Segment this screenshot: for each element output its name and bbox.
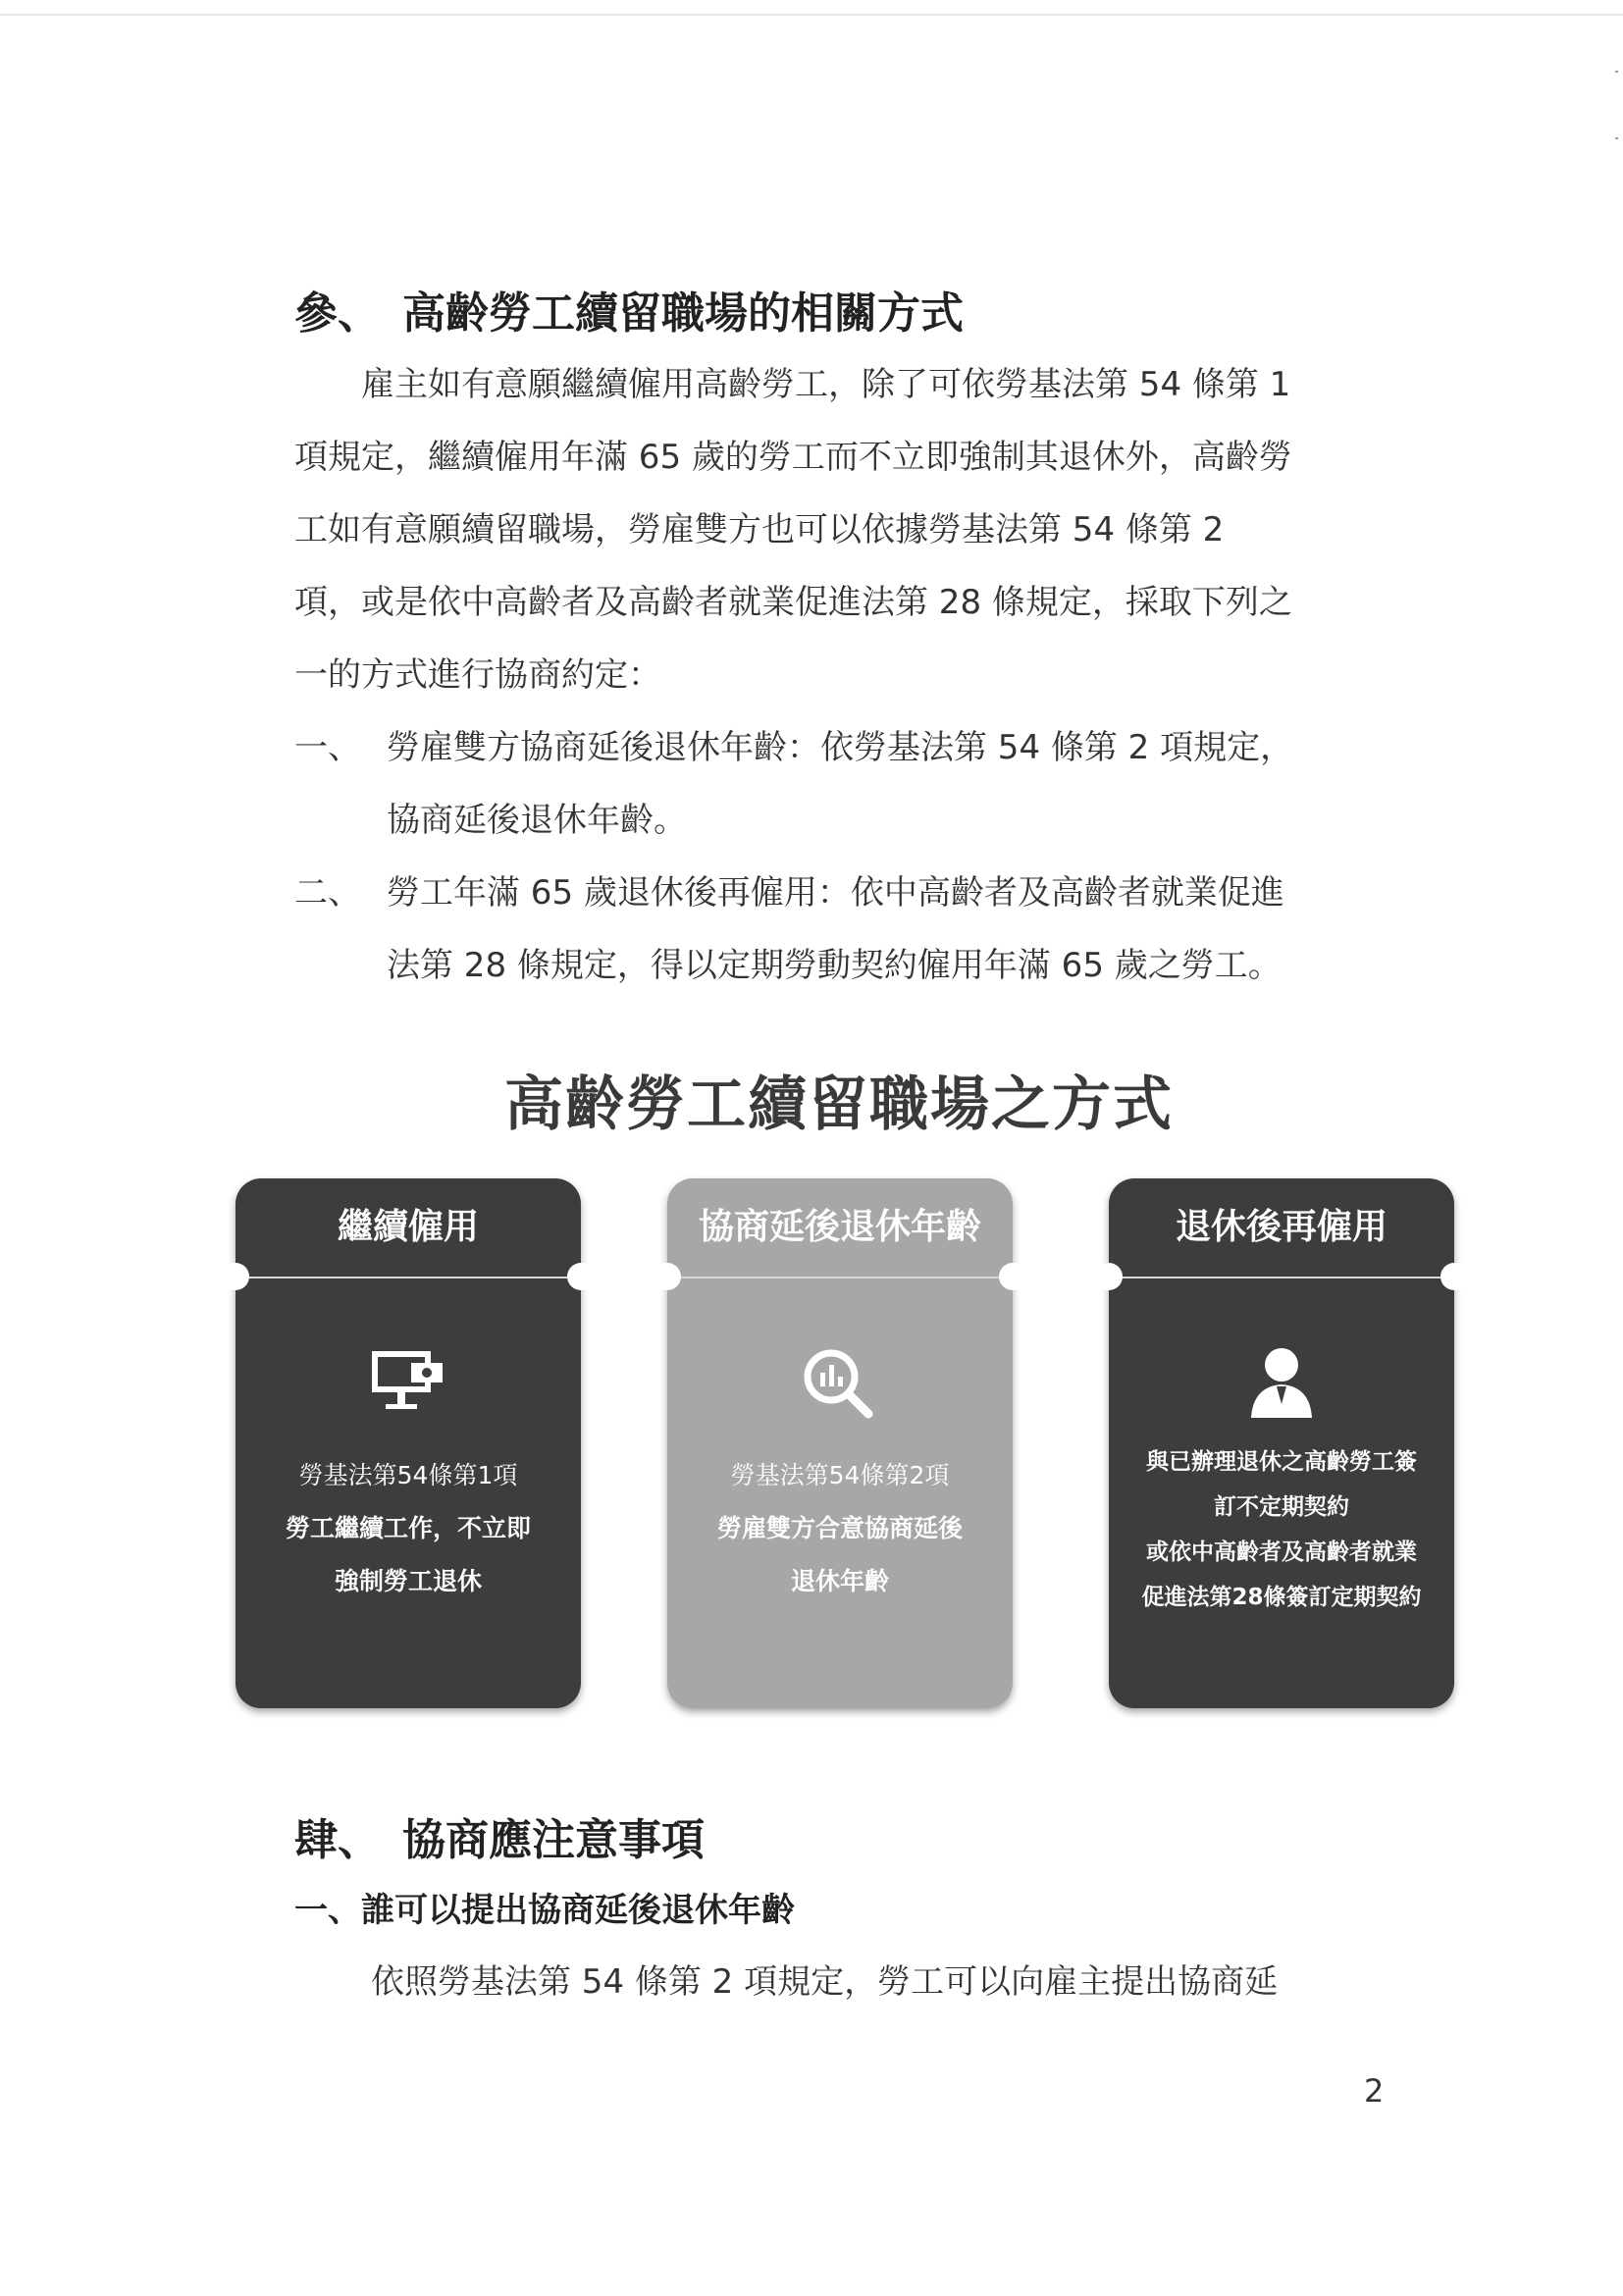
list-line: 法第 28 條規定，得以定期勞動契約僱用年滿 65 歲之勞工。 (387, 946, 1282, 985)
card-line: 與已辦理退休之高齡勞工簽 (1146, 1449, 1417, 1475)
card-title: 繼續僱用 (236, 1178, 581, 1278)
infographic-title: 高齡勞工續留職場之方式 (504, 1070, 1174, 1139)
card-line: 退休年齡 (790, 1567, 889, 1595)
card-line: 勞基法第54條第2項 (730, 1461, 950, 1489)
page-number: 2 (1364, 2072, 1385, 2110)
card-line: 或依中高齡者及高齡者就業 (1146, 1539, 1417, 1565)
card-line: 促進法第28條簽訂定期契約 (1141, 1585, 1422, 1610)
card-re-employment (1109, 1178, 1454, 1708)
infographic-cards (236, 1178, 1452, 1708)
list-text (387, 711, 1384, 857)
section-title: 高齡勞工續留職場的相關方式 (402, 288, 964, 339)
list-item (294, 711, 1384, 857)
section-title: 協商應注意事項 (402, 1815, 705, 1865)
ticket-notch (654, 1263, 681, 1290)
list-item (294, 857, 1384, 1002)
scan-edge-mark (1615, 137, 1618, 139)
list-line: 勞工年滿 65 歲退休後再僱用：依中高齡者及高齡者就業促進 (387, 873, 1284, 913)
card-line: 勞基法第54條第1項 (298, 1461, 518, 1489)
intro-line: 工如有意願續留職場，勞雇雙方也可以依據勞基法第 54 條第 2 (294, 510, 1225, 549)
list-text (387, 857, 1384, 1002)
person-icon (1237, 1343, 1326, 1422)
card-title: 退休後再僱用 (1109, 1178, 1454, 1278)
subsection-heading: 一、誰可以提出協商延後退休年齡 (294, 1891, 795, 1930)
section-3-heading (294, 280, 1384, 348)
card-line: 勞工繼續工作，不立即 (285, 1514, 531, 1542)
list-marker: 二、 (294, 873, 361, 913)
card-body (667, 1449, 1013, 1608)
ticket-notch (1095, 1263, 1123, 1290)
page-content (285, 280, 1422, 2018)
intro-line: 項規定，繼續僱用年滿 65 歲的勞工而不立即強制其退休外，高齡勞 (294, 438, 1292, 477)
intro-line: 雇主如有意願繼續僱用高齡勞工，除了可依勞基法第 54 條第 1 (361, 365, 1291, 404)
scan-edge-mark (1615, 71, 1618, 73)
section-number: 肆、 (294, 1815, 381, 1865)
list-line: 勞雇雙方協商延後退休年齡：依勞基法第 54 條第 2 項規定， (387, 728, 1294, 767)
card-title: 協商延後退休年齡 (667, 1178, 1013, 1278)
chart-magnifier-icon (796, 1343, 884, 1422)
intro-line: 一的方式進行協商約定： (294, 655, 661, 695)
section-4-paragraph: 依照勞基法第 54 條第 2 項規定，勞工可以向雇主提出協商延 (371, 1962, 1279, 2002)
ticket-notch (1440, 1263, 1468, 1290)
section-3-intro (294, 348, 1384, 711)
card-body (236, 1449, 581, 1608)
card-body (1109, 1439, 1454, 1620)
section-4-heading (294, 1806, 1384, 1875)
ticket-notch (999, 1263, 1026, 1290)
card-line: 訂不定期契約 (1214, 1494, 1349, 1520)
ticket-notch (567, 1263, 595, 1290)
card-continue-employment (236, 1178, 581, 1708)
monitor-cash-icon (364, 1343, 452, 1422)
list-line: 協商延後退休年齡。 (387, 801, 687, 840)
ticket-notch (222, 1263, 249, 1290)
card-extend-retirement-age (667, 1178, 1013, 1708)
card-line: 強制勞工退休 (334, 1567, 482, 1595)
intro-line: 項，或是依中高齡者及高齡者就業促進法第 28 條規定，採取下列之 (294, 583, 1292, 622)
list-marker: 一、 (294, 728, 361, 767)
section-number: 參、 (294, 288, 381, 339)
infographic (285, 1061, 1422, 1728)
card-line: 勞雇雙方合意協商延後 (716, 1514, 963, 1542)
scan-top-edge (0, 14, 1623, 16)
